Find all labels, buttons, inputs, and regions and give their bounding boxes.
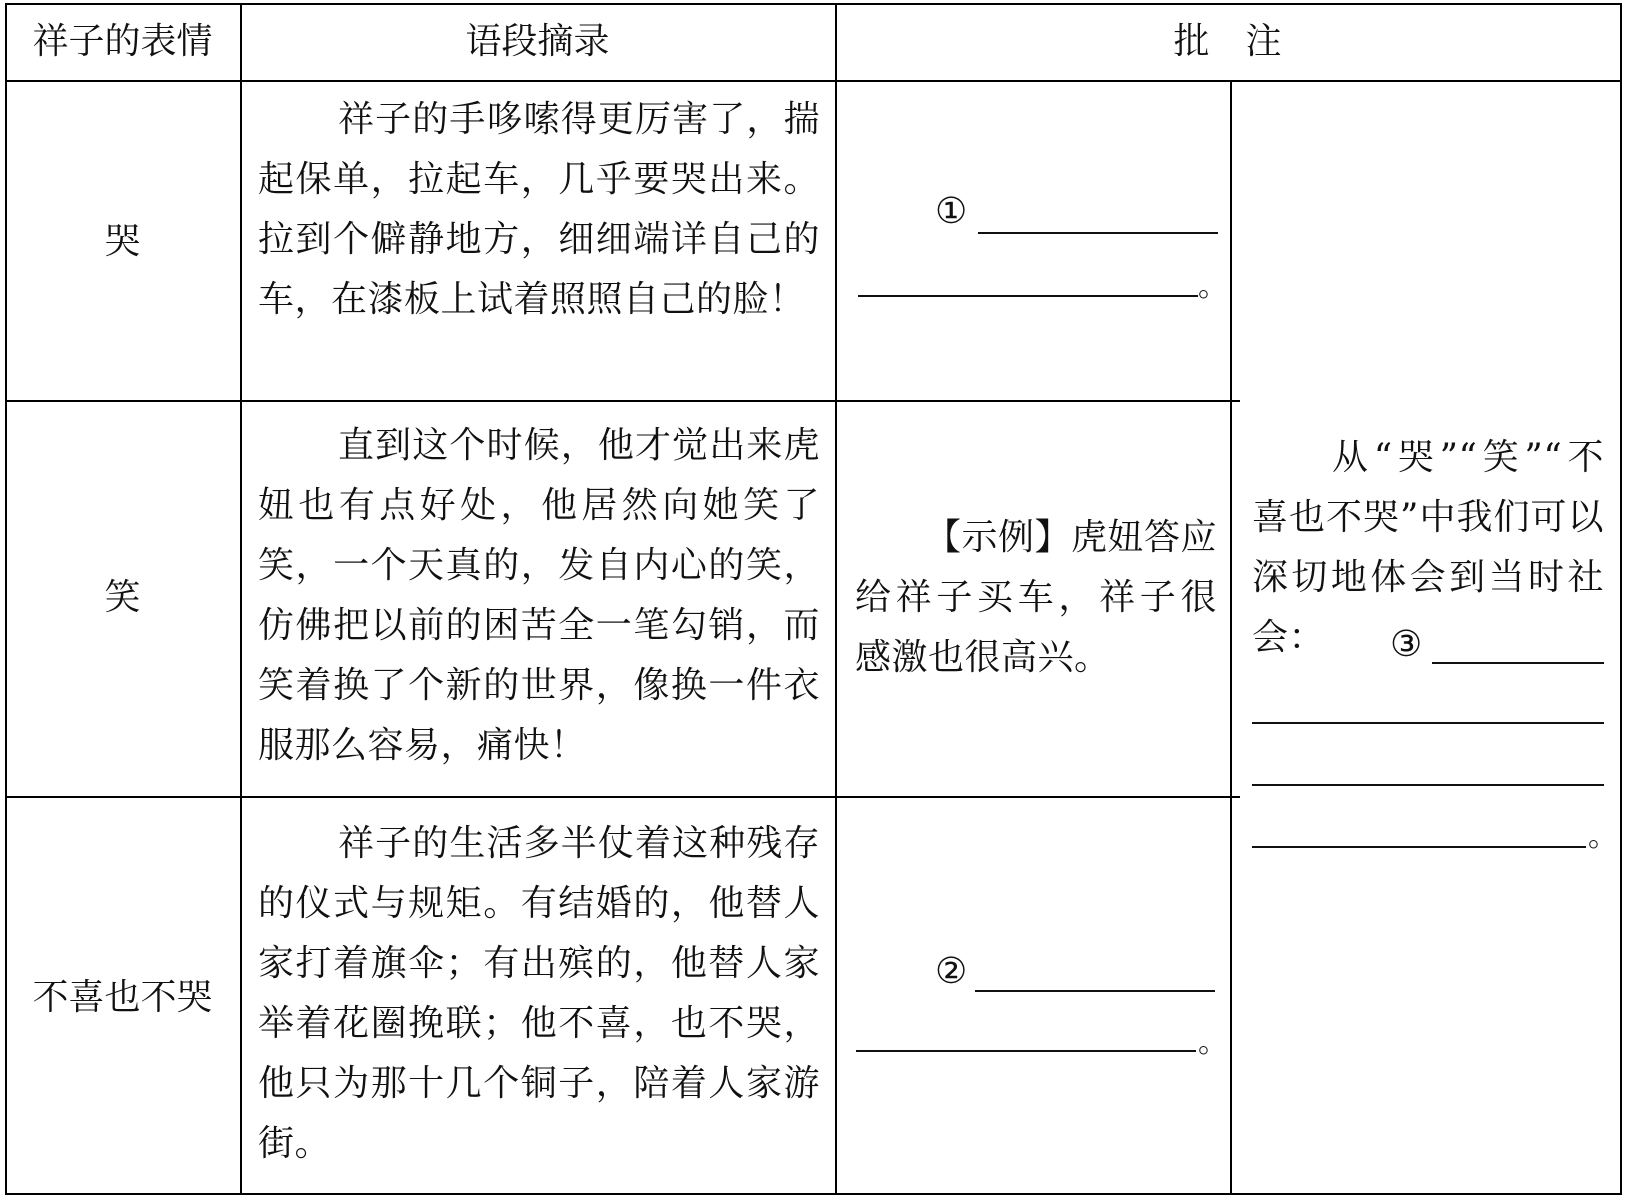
- header-bottom-rule: [5, 80, 1622, 82]
- summary-end: 。: [1588, 819, 1618, 854]
- row2-expression: 笑: [104, 577, 141, 618]
- row3-answer-blank-2[interactable]: [856, 1050, 1196, 1052]
- col3-rule: [1230, 80, 1232, 1195]
- row1-annotation-marker: ①: [935, 191, 968, 232]
- header-excerpt: 语段摘录: [465, 21, 610, 62]
- summary-answer-blank-2[interactable]: [1252, 722, 1604, 724]
- row1-excerpt: 祥子的手哆嗦得更厉害了，揣起保单，拉起车，几乎要哭出来。拉到个僻静地方，细细端详自己的车，在漆板上试着照照自己的脸！: [258, 99, 820, 320]
- row1-annotation-end: 。: [1198, 269, 1228, 304]
- row3-expression: 不喜也不哭: [32, 977, 213, 1018]
- row3-annotation-marker: ②: [935, 951, 968, 992]
- summary-answer-blank-1[interactable]: [1432, 662, 1604, 664]
- col1-rule: [240, 3, 242, 1195]
- row3-answer-blank-1[interactable]: [975, 990, 1215, 992]
- table-border-top: [5, 3, 1622, 5]
- row3-excerpt: 祥子的生活多半仗着这种残存的仪式与规矩。有结婚的，他替人家打着旗伞；有出殡的，他替人家举着花圈挽联；他不喜，也不哭，他只为那十几个铜子，陪着人家游街。: [258, 823, 820, 1164]
- row2-annotation-example: 【示例】虎妞答应给祥子买车，祥子很感激也很高兴。: [855, 517, 1218, 678]
- summary-text: 从“哭”“笑”“不喜也不哭”中我们可以深切地体会到当时社会：: [1252, 437, 1604, 658]
- table-border-right: [1620, 3, 1622, 1195]
- summary-marker: ③: [1390, 624, 1423, 665]
- row2-excerpt: 直到这个时候，他才觉出来虎妞也有点好处，他居然向她笑了笑，一个天真的，发自内心的笑，仿佛把以前的困苦全一笔勾销，而笑着换了个新的世界，像换一件衣服那么容易，痛快！: [258, 425, 820, 766]
- header-expression: 祥子的表情: [32, 21, 213, 62]
- row3-annotation-end: 。: [1198, 1025, 1228, 1060]
- summary-answer-blank-4[interactable]: [1252, 846, 1586, 848]
- row1-answer-blank-2[interactable]: [858, 295, 1198, 297]
- row1-answer-blank-1[interactable]: [978, 232, 1218, 234]
- table-border-bottom: [5, 1193, 1622, 1195]
- row1-expression: 哭: [104, 221, 141, 262]
- row2-bottom-rule: [5, 796, 1240, 798]
- summary-answer-blank-3[interactable]: [1252, 784, 1604, 786]
- col2-rule: [835, 3, 837, 1195]
- header-annotation: 批 注: [1173, 21, 1282, 62]
- row1-bottom-rule: [5, 400, 1240, 402]
